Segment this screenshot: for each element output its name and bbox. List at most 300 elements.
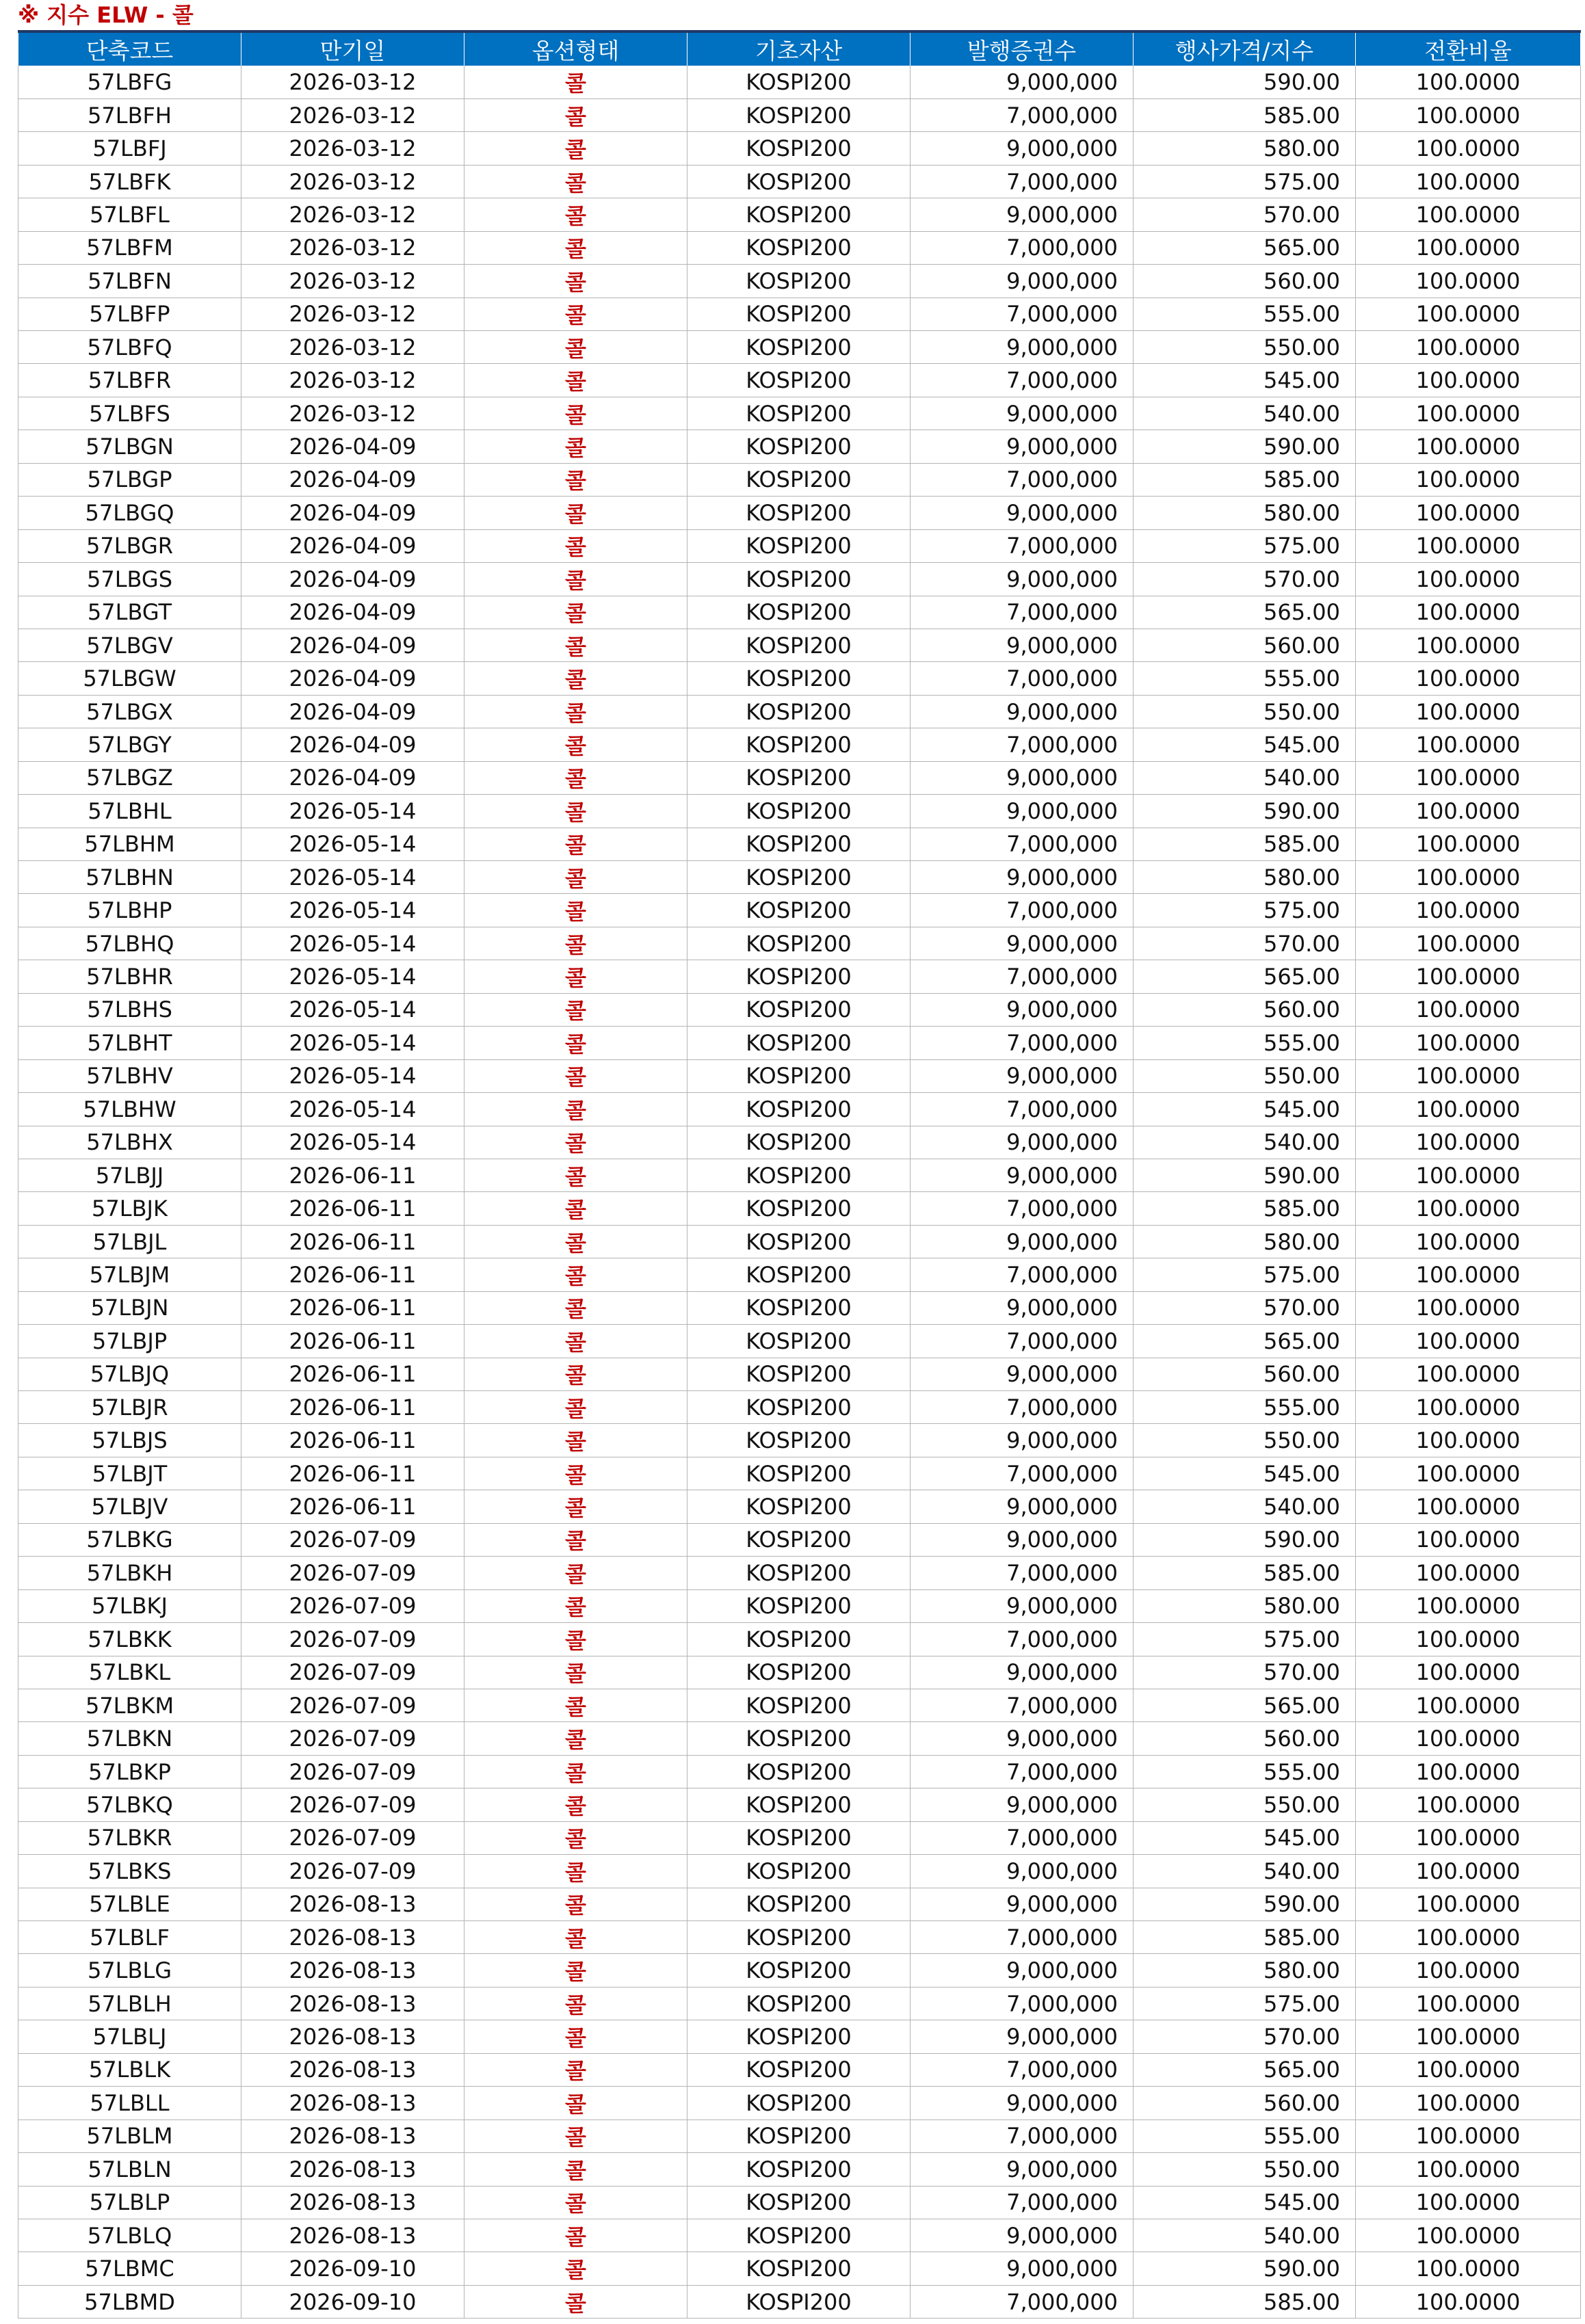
header-row [18, 31, 1581, 66]
cell-underlying: KOSPI200 [687, 1126, 911, 1159]
cell-strike: 550.00 [1134, 1059, 1356, 1092]
cell-conversion-ratio: 100.0000 [1356, 1358, 1581, 1390]
cell-underlying: KOSPI200 [687, 993, 911, 1026]
cell-strike: 570.00 [1134, 563, 1356, 596]
table-row [18, 662, 1581, 695]
cell-code: 57LBGN [18, 430, 241, 463]
cell-underlying: KOSPI200 [687, 2020, 911, 2053]
cell-code: 57LBLG [18, 1954, 241, 1987]
cell-conversion-ratio: 100.0000 [1356, 1987, 1581, 2020]
cell-issued-quantity: 7,000,000 [911, 1258, 1134, 1291]
cell-conversion-ratio: 100.0000 [1356, 960, 1581, 993]
cell-conversion-ratio: 100.0000 [1356, 298, 1581, 330]
cell-maturity: 2026-04-09 [241, 497, 464, 529]
cell-strike: 540.00 [1134, 2219, 1356, 2252]
cell-underlying: KOSPI200 [687, 1623, 911, 1656]
cell-strike: 570.00 [1134, 1656, 1356, 1689]
cell-issued-quantity: 7,000,000 [911, 2186, 1134, 2219]
cell-maturity: 2026-08-13 [241, 2120, 464, 2152]
cell-code: 57LBLP [18, 2186, 241, 2219]
cell-option-type: 콜 [464, 165, 687, 198]
table-row [18, 2186, 1581, 2219]
cell-code: 57LBFP [18, 298, 241, 330]
cell-issued-quantity: 9,000,000 [911, 1424, 1134, 1457]
cell-option-type: 콜 [464, 529, 687, 562]
cell-option-type: 콜 [464, 1888, 687, 1920]
cell-maturity: 2026-05-14 [241, 927, 464, 960]
cell-issued-quantity: 9,000,000 [911, 265, 1134, 298]
cell-option-type: 콜 [464, 563, 687, 596]
cell-maturity: 2026-07-09 [241, 1589, 464, 1622]
cell-issued-quantity: 9,000,000 [911, 1855, 1134, 1888]
cell-strike: 575.00 [1134, 529, 1356, 562]
cell-underlying: KOSPI200 [687, 927, 911, 960]
cell-maturity: 2026-08-13 [241, 1888, 464, 1920]
table-row [18, 761, 1581, 794]
table-row [18, 828, 1581, 860]
cell-underlying: KOSPI200 [687, 1821, 911, 1854]
cell-conversion-ratio: 100.0000 [1356, 2020, 1581, 2053]
cell-underlying: KOSPI200 [687, 1093, 911, 1126]
cell-maturity: 2026-05-14 [241, 1093, 464, 1126]
cell-conversion-ratio: 100.0000 [1356, 1788, 1581, 1821]
table-row [18, 993, 1581, 1026]
cell-code: 57LBGS [18, 563, 241, 596]
cell-conversion-ratio: 100.0000 [1356, 1689, 1581, 1721]
cell-conversion-ratio: 100.0000 [1356, 1291, 1581, 1324]
cell-strike: 555.00 [1134, 1027, 1356, 1059]
cell-underlying: KOSPI200 [687, 2087, 911, 2120]
cell-code: 57LBJJ [18, 1159, 241, 1191]
cell-underlying: KOSPI200 [687, 1921, 911, 1954]
cell-issued-quantity: 7,000,000 [911, 529, 1134, 562]
cell-conversion-ratio: 100.0000 [1356, 2285, 1581, 2318]
cell-issued-quantity: 9,000,000 [911, 198, 1134, 231]
cell-option-type: 콜 [464, 1755, 687, 1788]
cell-code: 57LBFK [18, 165, 241, 198]
cell-code: 57LBHT [18, 1027, 241, 1059]
cell-underlying: KOSPI200 [687, 1291, 911, 1324]
table-row [18, 331, 1581, 364]
cell-strike: 545.00 [1134, 2186, 1356, 2219]
cell-code: 57LBJS [18, 1424, 241, 1457]
cell-option-type: 콜 [464, 728, 687, 761]
cell-strike: 575.00 [1134, 165, 1356, 198]
cell-conversion-ratio: 100.0000 [1356, 1325, 1581, 1358]
cell-option-type: 콜 [464, 265, 687, 298]
cell-strike: 550.00 [1134, 2153, 1356, 2186]
cell-conversion-ratio: 100.0000 [1356, 1557, 1581, 1589]
cell-maturity: 2026-07-09 [241, 1722, 464, 1755]
cell-conversion-ratio: 100.0000 [1356, 1457, 1581, 1490]
cell-strike: 540.00 [1134, 761, 1356, 794]
cell-underlying: KOSPI200 [687, 66, 911, 98]
cell-underlying: KOSPI200 [687, 165, 911, 198]
cell-option-type: 콜 [464, 298, 687, 330]
cell-underlying: KOSPI200 [687, 1523, 911, 1556]
cell-issued-quantity: 9,000,000 [911, 795, 1134, 828]
cell-strike: 590.00 [1134, 1888, 1356, 1920]
table-row [18, 1027, 1581, 1059]
cell-underlying: KOSPI200 [687, 1457, 911, 1490]
cell-issued-quantity: 9,000,000 [911, 1059, 1134, 1092]
table-row [18, 1159, 1581, 1191]
cell-strike: 570.00 [1134, 198, 1356, 231]
cell-strike: 580.00 [1134, 861, 1356, 894]
table-row [18, 463, 1581, 496]
cell-issued-quantity: 9,000,000 [911, 497, 1134, 529]
cell-option-type: 콜 [464, 1656, 687, 1689]
table-row [18, 165, 1581, 198]
cell-conversion-ratio: 100.0000 [1356, 1159, 1581, 1191]
cell-underlying: KOSPI200 [687, 265, 911, 298]
cell-underlying: KOSPI200 [687, 861, 911, 894]
cell-strike: 590.00 [1134, 1159, 1356, 1191]
page-title: ※ 지수 ELW - 콜 [18, 2, 194, 28]
cell-code: 57LBHP [18, 894, 241, 927]
cell-underlying: KOSPI200 [687, 828, 911, 860]
cell-underlying: KOSPI200 [687, 1987, 911, 2020]
table-row [18, 1258, 1581, 1291]
table-row [18, 728, 1581, 761]
cell-issued-quantity: 7,000,000 [911, 364, 1134, 397]
cell-option-type: 콜 [464, 1457, 687, 1490]
cell-underlying: KOSPI200 [687, 629, 911, 661]
cell-strike: 555.00 [1134, 298, 1356, 330]
cell-conversion-ratio: 100.0000 [1356, 1589, 1581, 1622]
cell-conversion-ratio: 100.0000 [1356, 695, 1581, 728]
cell-conversion-ratio: 100.0000 [1356, 1523, 1581, 1556]
cell-code: 57LBLQ [18, 2219, 241, 2252]
cell-issued-quantity: 9,000,000 [911, 1225, 1134, 1258]
cell-issued-quantity: 7,000,000 [911, 894, 1134, 927]
cell-conversion-ratio: 100.0000 [1356, 1093, 1581, 1126]
cell-conversion-ratio: 100.0000 [1356, 662, 1581, 695]
cell-maturity: 2026-04-09 [241, 695, 464, 728]
cell-strike: 545.00 [1134, 1093, 1356, 1126]
cell-strike: 570.00 [1134, 1291, 1356, 1324]
cell-issued-quantity: 9,000,000 [911, 695, 1134, 728]
cell-strike: 560.00 [1134, 629, 1356, 661]
cell-maturity: 2026-08-13 [241, 2087, 464, 2120]
cell-code: 57LBFR [18, 364, 241, 397]
cell-maturity: 2026-07-09 [241, 1788, 464, 1821]
cell-code: 57LBFG [18, 66, 241, 98]
table-row [18, 1987, 1581, 2020]
header-conversion-ratio: 전환비율 [1356, 31, 1581, 66]
cell-issued-quantity: 7,000,000 [911, 1457, 1134, 1490]
cell-issued-quantity: 9,000,000 [911, 861, 1134, 894]
cell-issued-quantity: 9,000,000 [911, 1589, 1134, 1622]
cell-option-type: 콜 [464, 1921, 687, 1954]
cell-option-type: 콜 [464, 1291, 687, 1324]
cell-maturity: 2026-07-09 [241, 1821, 464, 1854]
cell-code: 57LBLJ [18, 2020, 241, 2053]
cell-conversion-ratio: 100.0000 [1356, 2186, 1581, 2219]
cell-underlying: KOSPI200 [687, 695, 911, 728]
cell-code: 57LBKH [18, 1557, 241, 1589]
cell-underlying: KOSPI200 [687, 1325, 911, 1358]
cell-issued-quantity: 9,000,000 [911, 993, 1134, 1026]
cell-strike: 540.00 [1134, 1855, 1356, 1888]
cell-conversion-ratio: 100.0000 [1356, 231, 1581, 264]
cell-code: 57LBMC [18, 2252, 241, 2285]
elw-table [18, 30, 1581, 2319]
cell-option-type: 콜 [464, 629, 687, 661]
cell-maturity: 2026-04-09 [241, 430, 464, 463]
cell-conversion-ratio: 100.0000 [1356, 1755, 1581, 1788]
cell-conversion-ratio: 100.0000 [1356, 331, 1581, 364]
cell-strike: 550.00 [1134, 1788, 1356, 1821]
cell-strike: 580.00 [1134, 1954, 1356, 1987]
cell-maturity: 2026-08-13 [241, 2186, 464, 2219]
table-row [18, 2153, 1581, 2186]
cell-maturity: 2026-07-09 [241, 1855, 464, 1888]
cell-maturity: 2026-07-09 [241, 1623, 464, 1656]
cell-option-type: 콜 [464, 231, 687, 264]
table-row [18, 2053, 1581, 2086]
cell-option-type: 콜 [464, 662, 687, 695]
cell-code: 57LBKN [18, 1722, 241, 1755]
cell-issued-quantity: 7,000,000 [911, 463, 1134, 496]
table-row [18, 1722, 1581, 1755]
cell-strike: 565.00 [1134, 596, 1356, 629]
cell-conversion-ratio: 100.0000 [1356, 1225, 1581, 1258]
table-row [18, 497, 1581, 529]
cell-strike: 585.00 [1134, 98, 1356, 131]
cell-maturity: 2026-03-12 [241, 198, 464, 231]
cell-option-type: 콜 [464, 430, 687, 463]
cell-maturity: 2026-03-12 [241, 364, 464, 397]
cell-code: 57LBFS [18, 397, 241, 430]
cell-issued-quantity: 9,000,000 [911, 1291, 1134, 1324]
cell-conversion-ratio: 100.0000 [1356, 198, 1581, 231]
cell-issued-quantity: 9,000,000 [911, 563, 1134, 596]
cell-option-type: 콜 [464, 66, 687, 98]
cell-underlying: KOSPI200 [687, 1490, 911, 1523]
cell-maturity: 2026-06-11 [241, 1325, 464, 1358]
cell-underlying: KOSPI200 [687, 2285, 911, 2318]
cell-code: 57LBFH [18, 98, 241, 131]
table-row [18, 596, 1581, 629]
cell-option-type: 콜 [464, 1855, 687, 1888]
table-row [18, 2120, 1581, 2152]
cell-conversion-ratio: 100.0000 [1356, 828, 1581, 860]
cell-underlying: KOSPI200 [687, 1888, 911, 1920]
cell-code: 57LBFL [18, 198, 241, 231]
cell-underlying: KOSPI200 [687, 563, 911, 596]
table-row [18, 2252, 1581, 2285]
cell-maturity: 2026-05-14 [241, 894, 464, 927]
cell-conversion-ratio: 100.0000 [1356, 795, 1581, 828]
cell-maturity: 2026-08-13 [241, 2053, 464, 2086]
table-row [18, 927, 1581, 960]
table-row [18, 98, 1581, 131]
cell-conversion-ratio: 100.0000 [1356, 1623, 1581, 1656]
cell-code: 57LBHR [18, 960, 241, 993]
cell-strike: 590.00 [1134, 430, 1356, 463]
cell-underlying: KOSPI200 [687, 497, 911, 529]
cell-strike: 590.00 [1134, 795, 1356, 828]
cell-strike: 585.00 [1134, 1921, 1356, 1954]
table-row [18, 1656, 1581, 1689]
cell-strike: 555.00 [1134, 1391, 1356, 1424]
cell-code: 57LBGX [18, 695, 241, 728]
cell-maturity: 2026-06-11 [241, 1457, 464, 1490]
cell-conversion-ratio: 100.0000 [1356, 66, 1581, 98]
cell-conversion-ratio: 100.0000 [1356, 1855, 1581, 1888]
cell-maturity: 2026-07-09 [241, 1656, 464, 1689]
cell-code: 57LBKP [18, 1755, 241, 1788]
cell-conversion-ratio: 100.0000 [1356, 861, 1581, 894]
cell-code: 57LBFJ [18, 132, 241, 165]
cell-option-type: 콜 [464, 2120, 687, 2152]
cell-issued-quantity: 9,000,000 [911, 132, 1134, 165]
cell-option-type: 콜 [464, 331, 687, 364]
cell-maturity: 2026-07-09 [241, 1755, 464, 1788]
cell-maturity: 2026-04-09 [241, 728, 464, 761]
table-row [18, 1391, 1581, 1424]
cell-issued-quantity: 7,000,000 [911, 1325, 1134, 1358]
cell-maturity: 2026-04-09 [241, 463, 464, 496]
cell-strike: 575.00 [1134, 894, 1356, 927]
cell-issued-quantity: 7,000,000 [911, 1192, 1134, 1225]
cell-code: 57LBHW [18, 1093, 241, 1126]
cell-conversion-ratio: 100.0000 [1356, 1126, 1581, 1159]
cell-option-type: 콜 [464, 1523, 687, 1556]
cell-conversion-ratio: 100.0000 [1356, 1490, 1581, 1523]
cell-code: 57LBJV [18, 1490, 241, 1523]
header-underlying: 기초자산 [687, 31, 911, 66]
cell-conversion-ratio: 100.0000 [1356, 1656, 1581, 1689]
cell-conversion-ratio: 100.0000 [1356, 1391, 1581, 1424]
cell-maturity: 2026-08-13 [241, 1987, 464, 2020]
cell-code: 57LBMD [18, 2285, 241, 2318]
cell-conversion-ratio: 100.0000 [1356, 629, 1581, 661]
cell-strike: 555.00 [1134, 1755, 1356, 1788]
cell-maturity: 2026-03-12 [241, 265, 464, 298]
cell-underlying: KOSPI200 [687, 1424, 911, 1457]
cell-conversion-ratio: 100.0000 [1356, 529, 1581, 562]
cell-maturity: 2026-03-12 [241, 397, 464, 430]
cell-conversion-ratio: 100.0000 [1356, 761, 1581, 794]
cell-code: 57LBFM [18, 231, 241, 264]
header-strike: 행사가격/지수 [1134, 31, 1356, 66]
cell-issued-quantity: 7,000,000 [911, 1623, 1134, 1656]
cell-option-type: 콜 [464, 397, 687, 430]
table-row [18, 1457, 1581, 1490]
cell-underlying: KOSPI200 [687, 1755, 911, 1788]
cell-strike: 560.00 [1134, 265, 1356, 298]
cell-underlying: KOSPI200 [687, 1027, 911, 1059]
cell-issued-quantity: 7,000,000 [911, 165, 1134, 198]
cell-maturity: 2026-08-13 [241, 2153, 464, 2186]
cell-maturity: 2026-04-09 [241, 529, 464, 562]
cell-strike: 590.00 [1134, 1523, 1356, 1556]
cell-issued-quantity: 7,000,000 [911, 828, 1134, 860]
cell-option-type: 콜 [464, 98, 687, 131]
cell-option-type: 콜 [464, 198, 687, 231]
cell-strike: 585.00 [1134, 463, 1356, 496]
cell-issued-quantity: 9,000,000 [911, 927, 1134, 960]
cell-issued-quantity: 9,000,000 [911, 1523, 1134, 1556]
cell-strike: 590.00 [1134, 2252, 1356, 2285]
cell-conversion-ratio: 100.0000 [1356, 993, 1581, 1026]
cell-strike: 560.00 [1134, 993, 1356, 1026]
cell-issued-quantity: 7,000,000 [911, 2053, 1134, 2086]
cell-conversion-ratio: 100.0000 [1356, 596, 1581, 629]
cell-conversion-ratio: 100.0000 [1356, 728, 1581, 761]
cell-issued-quantity: 7,000,000 [911, 1093, 1134, 1126]
cell-maturity: 2026-05-14 [241, 960, 464, 993]
cell-code: 57LBKG [18, 1523, 241, 1556]
table-row [18, 695, 1581, 728]
cell-option-type: 콜 [464, 2219, 687, 2252]
cell-strike: 580.00 [1134, 497, 1356, 529]
cell-option-type: 콜 [464, 1059, 687, 1092]
cell-issued-quantity: 7,000,000 [911, 960, 1134, 993]
cell-maturity: 2026-03-12 [241, 331, 464, 364]
cell-maturity: 2026-09-10 [241, 2285, 464, 2318]
cell-conversion-ratio: 100.0000 [1356, 1192, 1581, 1225]
table-row [18, 1921, 1581, 1954]
cell-conversion-ratio: 100.0000 [1356, 132, 1581, 165]
cell-strike: 540.00 [1134, 397, 1356, 430]
cell-issued-quantity: 9,000,000 [911, 629, 1134, 661]
cell-underlying: KOSPI200 [687, 795, 911, 828]
cell-option-type: 콜 [464, 1424, 687, 1457]
cell-strike: 550.00 [1134, 1424, 1356, 1457]
cell-code: 57LBHS [18, 993, 241, 1026]
cell-code: 57LBJR [18, 1391, 241, 1424]
cell-option-type: 콜 [464, 695, 687, 728]
cell-code: 57LBGT [18, 596, 241, 629]
cell-option-type: 콜 [464, 1788, 687, 1821]
cell-code: 57LBGQ [18, 497, 241, 529]
cell-option-type: 콜 [464, 2020, 687, 2053]
cell-conversion-ratio: 100.0000 [1356, 2087, 1581, 2120]
cell-option-type: 콜 [464, 1557, 687, 1589]
cell-underlying: KOSPI200 [687, 1159, 911, 1191]
cell-strike: 575.00 [1134, 1623, 1356, 1656]
table-row [18, 397, 1581, 430]
cell-code: 57LBLM [18, 2120, 241, 2152]
cell-maturity: 2026-07-09 [241, 1523, 464, 1556]
cell-strike: 560.00 [1134, 2087, 1356, 2120]
cell-code: 57LBKM [18, 1689, 241, 1721]
cell-option-type: 콜 [464, 1821, 687, 1854]
cell-maturity: 2026-04-09 [241, 563, 464, 596]
table-row [18, 1093, 1581, 1126]
cell-issued-quantity: 7,000,000 [911, 1557, 1134, 1589]
cell-maturity: 2026-06-11 [241, 1159, 464, 1191]
cell-underlying: KOSPI200 [687, 2219, 911, 2252]
cell-underlying: KOSPI200 [687, 596, 911, 629]
cell-issued-quantity: 9,000,000 [911, 1954, 1134, 1987]
cell-option-type: 콜 [464, 2285, 687, 2318]
cell-conversion-ratio: 100.0000 [1356, 265, 1581, 298]
cell-conversion-ratio: 100.0000 [1356, 98, 1581, 131]
cell-option-type: 콜 [464, 1490, 687, 1523]
cell-conversion-ratio: 100.0000 [1356, 430, 1581, 463]
cell-option-type: 콜 [464, 1325, 687, 1358]
table-row [18, 1821, 1581, 1854]
cell-underlying: KOSPI200 [687, 2186, 911, 2219]
cell-issued-quantity: 7,000,000 [911, 1921, 1134, 1954]
table-row [18, 960, 1581, 993]
cell-issued-quantity: 9,000,000 [911, 761, 1134, 794]
cell-conversion-ratio: 100.0000 [1356, 1888, 1581, 1920]
